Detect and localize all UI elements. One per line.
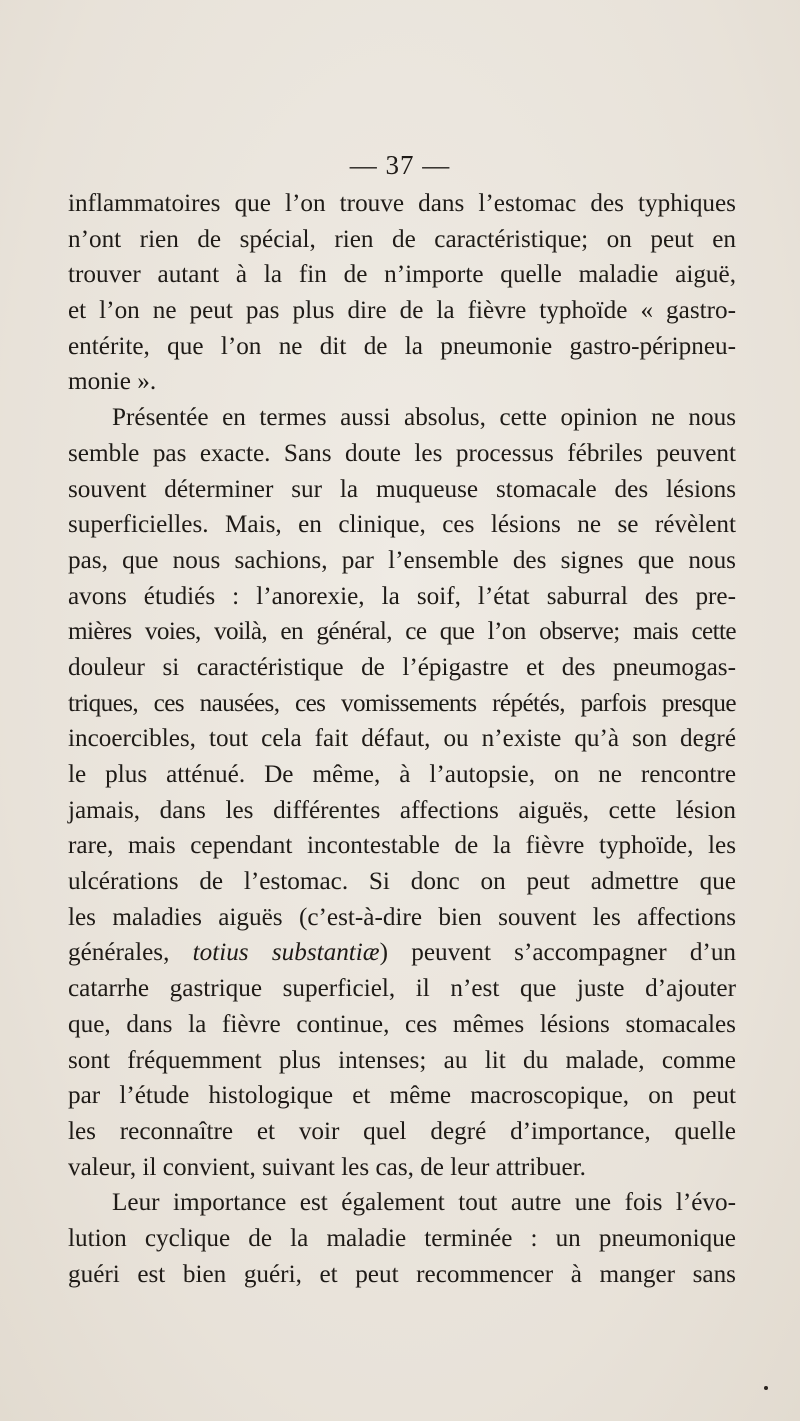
text-line: ulcérations de l’estomac. Si donc on peut admettre que [68,868,736,896]
text-line: valeur, il convient, suivant les cas, de leur attribuer. [68,1153,586,1181]
text-line: entérite, que l’on ne dit de la pneumonie gastro-péripneu- [68,332,736,360]
text-line: douleur si caractéristique de l’épigastre et des pneumogas- [68,653,736,681]
text-line: Présentée en termes aussi absolus, cette opinion ne nous [112,404,736,432]
text-line: n’ont rien de spécial, rien de caractéristique; on peut en [68,225,736,253]
text-line: catarrhe gastrique superficiel, il n’est que juste d’ajouter [68,975,736,1003]
text-line: les reconnaître et voir quel degré d’importance, quelle [68,1117,736,1145]
text-line: par l’étude histologique et même macroscopique, on peut [68,1082,736,1110]
text-line: incoercibles, tout cela fait défaut, ou n’existe qu’à son degré [68,725,736,753]
text-line: rare, mais cependant incontestable de la fièvre typhoïde, les [68,832,736,860]
text-line: avons étudiés : l’anorexie, la soif, l’état saburral des pre- [68,582,736,610]
text-line: jamais, dans les différentes affections aiguës, cette lésion [68,796,736,824]
page-number: — 37 — [349,150,451,180]
text-line: inflammatoires que l’on trouve dans l’estomac des typhiques [68,190,736,217]
text-line: sont fréquemment plus intenses; au lit du malade, comme [68,1046,736,1074]
text-line: que, dans la fièvre continue, ces mêmes lésions stomacales [68,1010,736,1038]
text-line: le plus atténué. De même, à l’autopsie, on ne rencontre [68,761,736,788]
text-line: guéri est bien guéri, et peut recommencer à manger sans [68,1260,736,1288]
text-line: lution cyclique de la maladie terminée : un pneumonique [68,1224,736,1252]
body-text [68,186,736,1292]
text-line: triques, ces nausées, ces vomissements répétés, parfois presque [68,689,736,717]
text-line: et l’on ne peut pas plus dire de la fièvre typhoïde « gastro- [68,297,736,325]
text-line: semble pas exacte. Sans doute les processus fébriles peuvent [68,439,736,467]
text-line: trouver autant à la fin de n’importe quelle maladie aiguë, [68,261,736,289]
margin-ink-dot [764,1386,768,1390]
text-line-with-italic [68,935,736,971]
text-line: Leur importance est également tout autre une fois l’évo- [112,1189,736,1217]
text-fragment: générales, [68,939,170,967]
italic-latin-phrase: totius substantiæ [192,939,380,967]
text-line: monie ». [68,368,157,396]
text-line: les maladies aiguës (c’est-à-dire bien souvent les affections [68,903,736,931]
text-line: pas, que nous sachions, par l’ensemble des signes que nous [68,546,736,574]
text-fragment: ) peuvent s’accompagner d’un [379,939,737,967]
text-line: mières voies, voilà, en général, ce que l’on observe; mais cette [68,618,736,646]
text-line: souvent déterminer sur la muqueuse stomacale des lésions [68,475,736,503]
text-line: superficielles. Mais, en clinique, ces lésions ne se révèlent [68,511,736,539]
